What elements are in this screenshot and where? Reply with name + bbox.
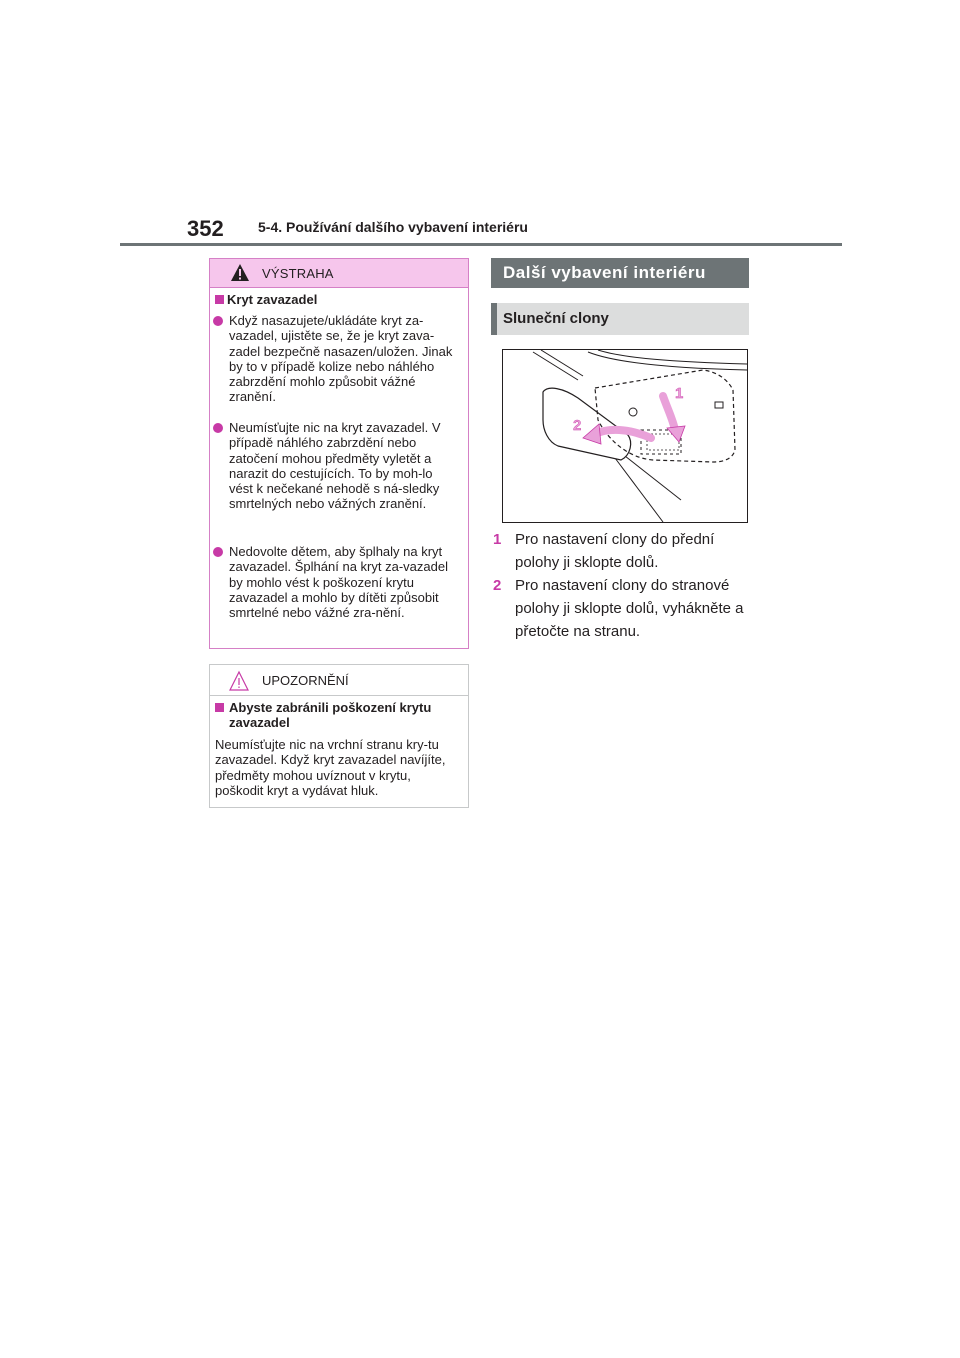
bullet-dot-icon	[213, 316, 223, 326]
step-number: 2	[493, 577, 502, 594]
subsection-heading: Sluneční clony	[503, 310, 609, 327]
section-title: 5-4. Používání dalšího vybavení interiéru	[258, 219, 528, 235]
caution-heading	[215, 700, 460, 730]
caution-heading-text: Abyste zabránili poškození krytu zavazadel	[229, 700, 432, 730]
step-text: Pro nastavení clony do stranové polohy ji sklopte dolů, vyhákněte a přetočte na stranu.	[515, 577, 744, 640]
caution-triangle-icon	[228, 670, 250, 692]
warning-heading	[215, 292, 317, 307]
warning-bullet-text: Když nasazujete/ukládáte kryt za-vazadel, ujistěte se, že je kryt zava-zadel bezpečně nasazen/uložen. Jinak by to v případě kolize nebo náhlého zabrzdění mohlo způsobit vážné zranění.	[229, 313, 453, 405]
warning-bullet	[213, 544, 458, 620]
header-divider	[120, 243, 842, 246]
step-number: 1	[493, 531, 502, 548]
square-bullet-icon	[215, 295, 224, 304]
step-text: Pro nastavení clony do přední polohy ji sklopte dolů.	[515, 531, 715, 571]
square-bullet-icon	[215, 703, 224, 712]
caution-header	[210, 665, 468, 696]
sun-visor-illustration	[502, 349, 748, 523]
sun-visor-drawing	[503, 350, 747, 522]
figure-label-2: 2	[573, 417, 582, 434]
caution-title: UPOZORNĚNÍ	[262, 673, 349, 688]
warning-bullet-text: Nedovolte dětem, aby šplhaly na kryt zavazadel. Šplhání na kryt za-vazadel by mohlo vést k poškození krytu zavazadel a mohlo by dítěti způsobit smrtelné nebo vážné zra-nění.	[229, 544, 448, 621]
bullet-dot-icon	[213, 423, 223, 433]
section-heading-bar	[491, 258, 749, 288]
warning-heading-text: Kryt zavazadel	[227, 292, 318, 307]
warning-bullet	[213, 420, 458, 512]
warning-header	[210, 259, 468, 288]
subsection-edge	[491, 303, 497, 335]
warning-title: VÝSTRAHA	[262, 266, 334, 281]
subsection-heading-bar	[491, 303, 749, 335]
bullet-dot-icon	[213, 547, 223, 557]
warning-triangle-icon	[230, 263, 250, 283]
step-item	[493, 528, 753, 574]
step-item	[493, 574, 753, 643]
page-number: 352	[187, 216, 224, 241]
page-header	[0, 0, 960, 250]
section-heading: Další vybavení interiéru	[503, 263, 706, 282]
warning-bullet	[213, 313, 458, 405]
figure-label-1: 1	[675, 385, 684, 402]
caution-text: Neumísťujte nic na vrchní stranu kry-tu zavazadel. Když kryt zavazadel navíjíte, předměty mohou uvíznout v krytu, poškodit kryt a vydávat hluk.	[215, 737, 446, 798]
warning-bullet-text: Neumísťujte nic na kryt zavazadel. V případě náhlého zabrzdění nebo zatočení mohou předměty vyletět a narazit do cestujících. To by moh-lo vést k nečekané nehodě s ná-sledky smrtelných nebo vážných zranění.	[229, 420, 441, 512]
